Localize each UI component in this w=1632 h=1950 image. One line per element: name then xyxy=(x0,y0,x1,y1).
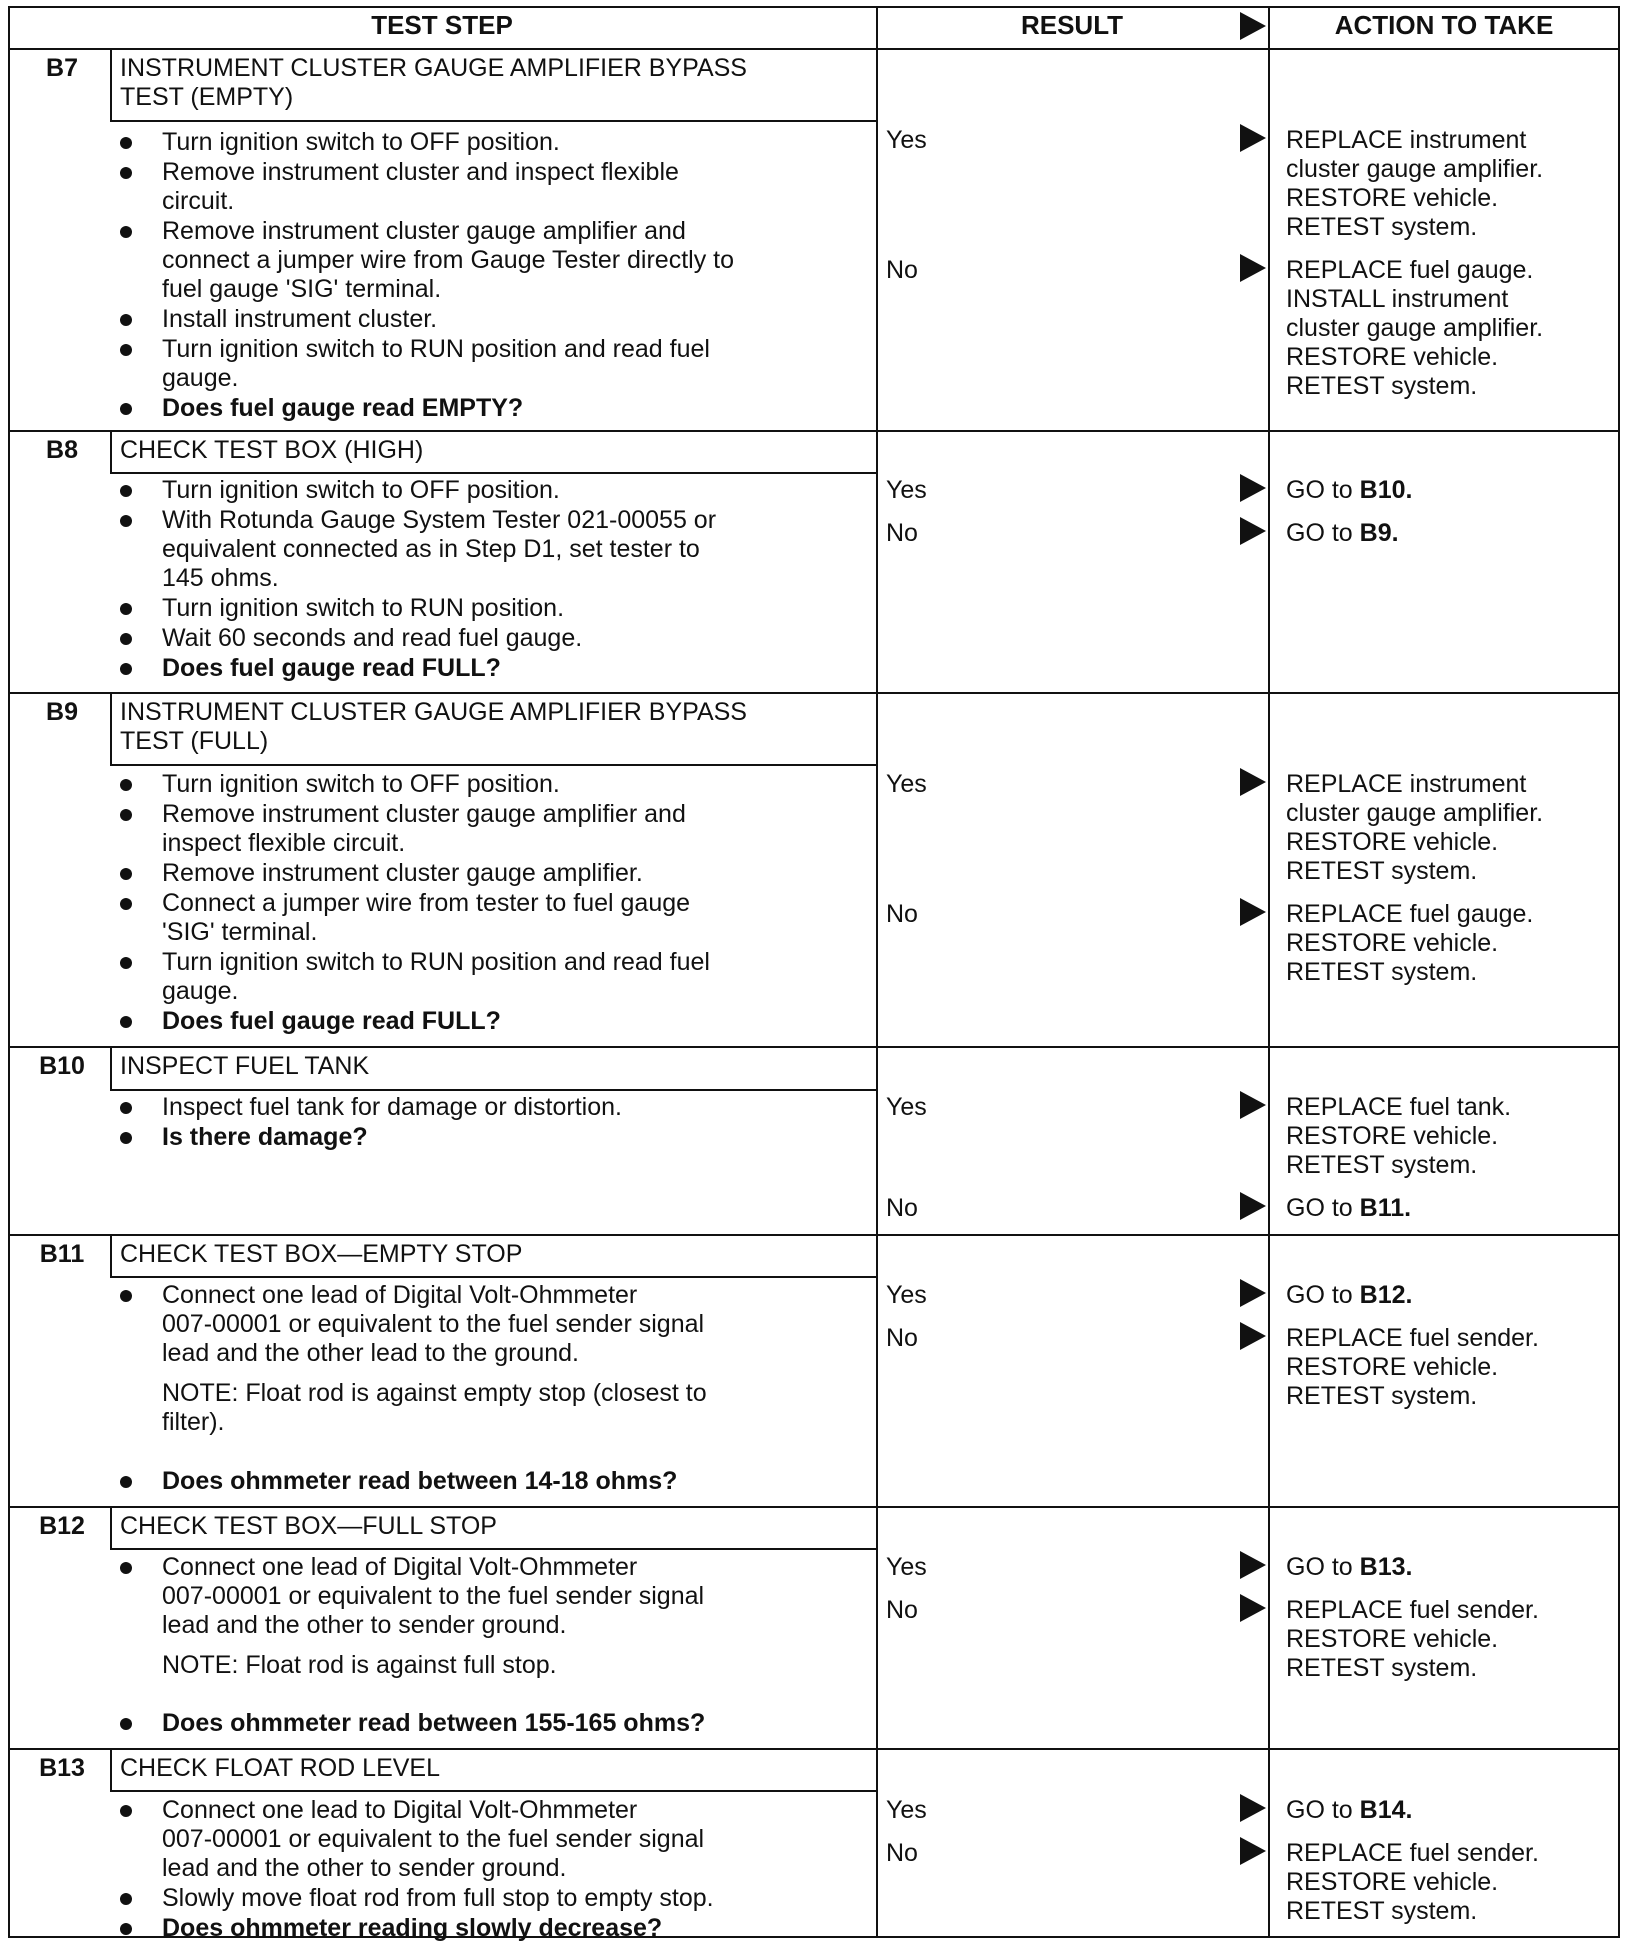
arrow-right-icon xyxy=(1240,1192,1266,1220)
arrow-right-icon xyxy=(1240,1794,1266,1822)
action-text xyxy=(1286,519,1399,548)
instruction-line: Install instrument cluster. xyxy=(162,305,438,333)
step-instruction xyxy=(162,476,560,505)
bullet-icon xyxy=(120,1102,132,1114)
step-instruction xyxy=(162,158,679,216)
note-text xyxy=(162,1379,707,1437)
step-instruction xyxy=(162,305,437,334)
divider xyxy=(110,1089,876,1091)
bullet-icon xyxy=(120,167,132,179)
step-title xyxy=(120,1754,440,1783)
result-no: No xyxy=(886,900,918,928)
note-line: NOTE: Float rod is against empty stop (closest to xyxy=(162,1379,707,1407)
step-id: B12 xyxy=(39,1512,85,1540)
action-line: REPLACE instrument xyxy=(1286,126,1527,154)
action-line: RESTORE vehicle. xyxy=(1286,1625,1499,1653)
instruction-line: gauge. xyxy=(162,977,239,1005)
action-line: REPLACE fuel sender. xyxy=(1286,1839,1539,1867)
step-instruction xyxy=(162,889,690,947)
divider xyxy=(876,6,878,1938)
arrow-right-icon xyxy=(1240,898,1266,926)
bullet-icon xyxy=(120,1132,132,1144)
step-question xyxy=(162,1467,677,1496)
bullet-icon xyxy=(120,957,132,969)
action-text xyxy=(1286,256,1543,401)
step-question xyxy=(162,1914,662,1943)
step-title xyxy=(120,1240,522,1269)
action-text xyxy=(1286,1281,1412,1310)
instruction-line: lead and the other to sender ground. xyxy=(162,1611,567,1639)
result-yes: Yes xyxy=(886,476,927,504)
step-instruction xyxy=(162,1553,704,1640)
step-title xyxy=(120,1512,497,1541)
action-prefix: GO to xyxy=(1286,1194,1360,1222)
result-no: No xyxy=(886,1194,918,1222)
bullet-icon xyxy=(120,137,132,149)
bullet-icon xyxy=(120,868,132,880)
troubleshooting-table xyxy=(8,6,1628,1944)
action-text xyxy=(1286,1093,1511,1180)
step-id: B13 xyxy=(39,1754,85,1782)
step-instruction xyxy=(162,1093,622,1122)
bullet-icon xyxy=(120,809,132,821)
step-reference: B12. xyxy=(1359,1281,1413,1309)
step-instruction xyxy=(162,948,710,1006)
arrow-right-icon xyxy=(1240,1594,1266,1622)
action-line: RETEST system. xyxy=(1286,958,1478,986)
arrow-right-icon xyxy=(1240,517,1266,545)
bullet-icon xyxy=(120,898,132,910)
bullet-icon xyxy=(120,1016,132,1028)
instruction-line: Turn ignition switch to OFF position. xyxy=(162,476,560,504)
step-instruction xyxy=(162,624,582,653)
step-title-line: TEST (EMPTY) xyxy=(120,83,294,111)
divider xyxy=(110,1548,876,1550)
arrow-right-icon xyxy=(1240,124,1266,152)
divider xyxy=(110,692,112,764)
bullet-icon xyxy=(120,779,132,791)
action-line: REPLACE instrument xyxy=(1286,770,1527,798)
action-text xyxy=(1286,1839,1539,1926)
bullet-icon xyxy=(120,1805,132,1817)
instruction-line: With Rotunda Gauge System Tester 021-00055 or xyxy=(162,506,717,534)
header-arrow-icon xyxy=(1240,12,1266,40)
result-no: No xyxy=(886,519,918,547)
divider xyxy=(110,120,876,122)
instruction-line: lead and the other lead to the ground. xyxy=(162,1339,579,1367)
instruction-line: Turn ignition switch to OFF position. xyxy=(162,770,560,798)
step-instruction xyxy=(162,1796,704,1883)
instruction-line: fuel gauge 'SIG' terminal. xyxy=(162,275,442,303)
action-text xyxy=(1286,1324,1539,1411)
action-line: RESTORE vehicle. xyxy=(1286,1122,1499,1150)
action-line: RETEST system. xyxy=(1286,1382,1478,1410)
step-title xyxy=(120,1052,369,1081)
divider xyxy=(8,430,1620,432)
step-title-line: CHECK TEST BOX (HIGH) xyxy=(120,436,424,464)
action-line: RESTORE vehicle. xyxy=(1286,343,1499,371)
bullet-icon xyxy=(120,403,132,415)
note-line: filter). xyxy=(162,1408,225,1436)
instruction-line: 007-00001 or equivalent to the fuel sender signal xyxy=(162,1582,705,1610)
action-line: RESTORE vehicle. xyxy=(1286,929,1499,957)
result-no: No xyxy=(886,256,918,284)
divider xyxy=(8,6,10,1938)
step-instruction xyxy=(162,594,564,623)
action-text xyxy=(1286,770,1543,886)
step-question xyxy=(162,1709,705,1738)
bullet-icon xyxy=(120,663,132,675)
action-line: REPLACE fuel tank. xyxy=(1286,1093,1512,1121)
step-title-line: CHECK FLOAT ROD LEVEL xyxy=(120,1754,440,1782)
divider xyxy=(8,1234,1620,1236)
arrow-right-icon xyxy=(1240,1551,1266,1579)
action-line: INSTALL instrument xyxy=(1286,285,1509,313)
result-yes: Yes xyxy=(886,1093,927,1121)
result-yes: Yes xyxy=(886,1796,927,1824)
action-line: cluster gauge amplifier. xyxy=(1286,314,1544,342)
action-text xyxy=(1286,1553,1412,1582)
action-text xyxy=(1286,476,1412,505)
bullet-icon xyxy=(120,1476,132,1488)
action-line: RETEST system. xyxy=(1286,372,1478,400)
bullet-icon xyxy=(120,603,132,615)
step-instruction xyxy=(162,770,560,799)
instruction-line: Does ohmmeter read between 155-165 ohms? xyxy=(162,1709,706,1737)
step-instruction xyxy=(162,335,710,393)
divider xyxy=(110,472,876,474)
step-title xyxy=(120,436,423,465)
divider xyxy=(110,764,876,766)
action-prefix: GO to xyxy=(1286,1796,1360,1824)
bullet-icon xyxy=(120,1290,132,1302)
instruction-line: Remove instrument cluster gauge amplifier and xyxy=(162,800,686,828)
bullet-icon xyxy=(120,1923,132,1935)
step-instruction xyxy=(162,217,734,304)
arrow-right-icon xyxy=(1240,474,1266,502)
action-prefix: GO to xyxy=(1286,1281,1360,1309)
instruction-line: 007-00001 or equivalent to the fuel sender signal xyxy=(162,1825,705,1853)
action-line: cluster gauge amplifier. xyxy=(1286,155,1544,183)
header-action: ACTION TO TAKE xyxy=(1334,10,1554,40)
bullet-icon xyxy=(120,633,132,645)
step-id: B10 xyxy=(39,1052,85,1080)
step-id: B8 xyxy=(46,436,78,464)
action-text xyxy=(1286,1796,1412,1825)
step-reference: B9. xyxy=(1359,519,1399,547)
bullet-icon xyxy=(120,344,132,356)
instruction-line: Remove instrument cluster gauge amplifier. xyxy=(162,859,643,887)
instruction-line: Connect a jumper wire from tester to fuel gauge xyxy=(162,889,691,917)
result-no: No xyxy=(886,1324,918,1352)
instruction-line: lead and the other to sender ground. xyxy=(162,1854,567,1882)
result-yes: Yes xyxy=(886,1281,927,1309)
step-instruction xyxy=(162,1884,714,1913)
action-line: RESTORE vehicle. xyxy=(1286,184,1499,212)
bullet-icon xyxy=(120,485,132,497)
instruction-line: Is there damage? xyxy=(162,1123,368,1151)
result-no: No xyxy=(886,1596,918,1624)
action-line: REPLACE fuel sender. xyxy=(1286,1596,1539,1624)
action-prefix: GO to xyxy=(1286,476,1360,504)
instruction-line: Turn ignition switch to OFF position. xyxy=(162,128,560,156)
action-line: cluster gauge amplifier. xyxy=(1286,799,1544,827)
step-question xyxy=(162,394,523,423)
instruction-line: Remove instrument cluster gauge amplifier and xyxy=(162,217,686,245)
note-line: NOTE: Float rod is against full stop. xyxy=(162,1651,557,1679)
action-text xyxy=(1286,1194,1411,1223)
bullet-icon xyxy=(120,1562,132,1574)
instruction-line: Turn ignition switch to RUN position and read fuel xyxy=(162,335,710,363)
instruction-line: Does fuel gauge read FULL? xyxy=(162,1007,501,1035)
bullet-icon xyxy=(120,1718,132,1730)
instruction-line: gauge. xyxy=(162,364,239,392)
instruction-line: Turn ignition switch to RUN position. xyxy=(162,594,565,622)
action-line: RESTORE vehicle. xyxy=(1286,1353,1499,1381)
action-prefix: GO to xyxy=(1286,1553,1360,1581)
instruction-line: Turn ignition switch to RUN position and read fuel xyxy=(162,948,710,976)
instruction-line: Does fuel gauge read FULL? xyxy=(162,654,501,682)
step-instruction xyxy=(162,1281,704,1368)
instruction-line: Slowly move float rod from full stop to empty stop. xyxy=(162,1884,714,1912)
bullet-icon xyxy=(120,314,132,326)
action-line: RETEST system. xyxy=(1286,1897,1478,1925)
divider xyxy=(8,1748,1620,1750)
action-line: RETEST system. xyxy=(1286,1654,1478,1682)
step-reference: B13. xyxy=(1359,1553,1413,1581)
instruction-line: Does ohmmeter read between 14-18 ohms? xyxy=(162,1467,678,1495)
action-line: REPLACE fuel sender. xyxy=(1286,1324,1539,1352)
step-title xyxy=(120,54,747,112)
instruction-line: Does fuel gauge read EMPTY? xyxy=(162,394,524,422)
step-title-line: INSPECT FUEL TANK xyxy=(120,1052,370,1080)
step-title xyxy=(120,698,747,756)
instruction-line: Remove instrument cluster and inspect flexible xyxy=(162,158,679,186)
divider xyxy=(8,48,1620,50)
step-id: B11 xyxy=(39,1240,85,1268)
step-instruction xyxy=(162,859,643,888)
instruction-line: 007-00001 or equivalent to the fuel sender signal xyxy=(162,1310,705,1338)
action-line: RESTORE vehicle. xyxy=(1286,828,1499,856)
divider xyxy=(110,1234,112,1276)
divider xyxy=(110,1046,112,1089)
bullet-icon xyxy=(120,226,132,238)
action-line: REPLACE fuel gauge. xyxy=(1286,256,1534,284)
divider xyxy=(1268,6,1270,1938)
result-yes: Yes xyxy=(886,126,927,154)
instruction-line: circuit. xyxy=(162,187,235,215)
result-no: No xyxy=(886,1839,918,1867)
instruction-line: Wait 60 seconds and read fuel gauge. xyxy=(162,624,583,652)
header-test-step: TEST STEP xyxy=(371,10,513,40)
action-line: RESTORE vehicle. xyxy=(1286,1868,1499,1896)
action-text xyxy=(1286,126,1543,242)
step-title-line: TEST (FULL) xyxy=(120,727,269,755)
instruction-line: Does ohmmeter reading slowly decrease? xyxy=(162,1914,663,1942)
action-text xyxy=(1286,1596,1539,1683)
step-reference: B11. xyxy=(1359,1194,1412,1222)
divider xyxy=(8,1506,1620,1508)
step-reference: B10. xyxy=(1359,476,1413,504)
divider xyxy=(8,1046,1620,1048)
divider xyxy=(110,430,112,472)
divider xyxy=(110,1506,112,1548)
step-id: B7 xyxy=(46,54,78,82)
instruction-line: 145 ohms. xyxy=(162,564,279,592)
bullet-icon xyxy=(120,515,132,527)
instruction-line: Connect one lead of Digital Volt-Ohmmeter xyxy=(162,1281,638,1309)
result-yes: Yes xyxy=(886,1553,927,1581)
step-question xyxy=(162,654,501,683)
bullet-icon xyxy=(120,1893,132,1905)
divider xyxy=(1618,6,1620,1938)
step-title-line: CHECK TEST BOX—EMPTY STOP xyxy=(120,1240,523,1268)
divider xyxy=(110,1748,112,1790)
instruction-line: Inspect fuel tank for damage or distortion. xyxy=(162,1093,622,1121)
instruction-line: inspect flexible circuit. xyxy=(162,829,406,857)
action-line: RETEST system. xyxy=(1286,857,1478,885)
instruction-line: Connect one lead of Digital Volt-Ohmmeter xyxy=(162,1553,638,1581)
step-title-line: INSTRUMENT CLUSTER GAUGE AMPLIFIER BYPASS xyxy=(120,698,747,726)
header-result: RESULT xyxy=(1020,10,1124,40)
divider xyxy=(110,1276,876,1278)
arrow-right-icon xyxy=(1240,768,1266,796)
step-question xyxy=(162,1123,368,1152)
step-instruction xyxy=(162,506,716,593)
divider xyxy=(8,6,1620,8)
step-instruction xyxy=(162,800,686,858)
action-line: REPLACE fuel gauge. xyxy=(1286,900,1534,928)
divider xyxy=(110,48,112,120)
arrow-right-icon xyxy=(1240,1837,1266,1865)
instruction-line: connect a jumper wire from Gauge Tester directly to xyxy=(162,246,735,274)
action-line: RETEST system. xyxy=(1286,213,1478,241)
arrow-right-icon xyxy=(1240,254,1266,282)
arrow-right-icon xyxy=(1240,1091,1266,1119)
action-text xyxy=(1286,900,1533,987)
divider xyxy=(110,1790,876,1792)
step-id: B9 xyxy=(46,698,78,726)
step-instruction xyxy=(162,128,560,157)
step-reference: B14. xyxy=(1359,1796,1413,1824)
instruction-line: equivalent connected as in Step D1, set tester to xyxy=(162,535,700,563)
instruction-line: 'SIG' terminal. xyxy=(162,918,318,946)
result-yes: Yes xyxy=(886,770,927,798)
note-text xyxy=(162,1651,557,1680)
action-prefix: GO to xyxy=(1286,519,1360,547)
divider xyxy=(8,692,1620,694)
instruction-line: Connect one lead to Digital Volt-Ohmmeter xyxy=(162,1796,638,1824)
step-title-line: CHECK TEST BOX—FULL STOP xyxy=(120,1512,497,1540)
step-question xyxy=(162,1007,501,1036)
arrow-right-icon xyxy=(1240,1322,1266,1350)
action-line: RETEST system. xyxy=(1286,1151,1478,1179)
step-title-line: INSTRUMENT CLUSTER GAUGE AMPLIFIER BYPASS xyxy=(120,54,747,82)
arrow-right-icon xyxy=(1240,1279,1266,1307)
